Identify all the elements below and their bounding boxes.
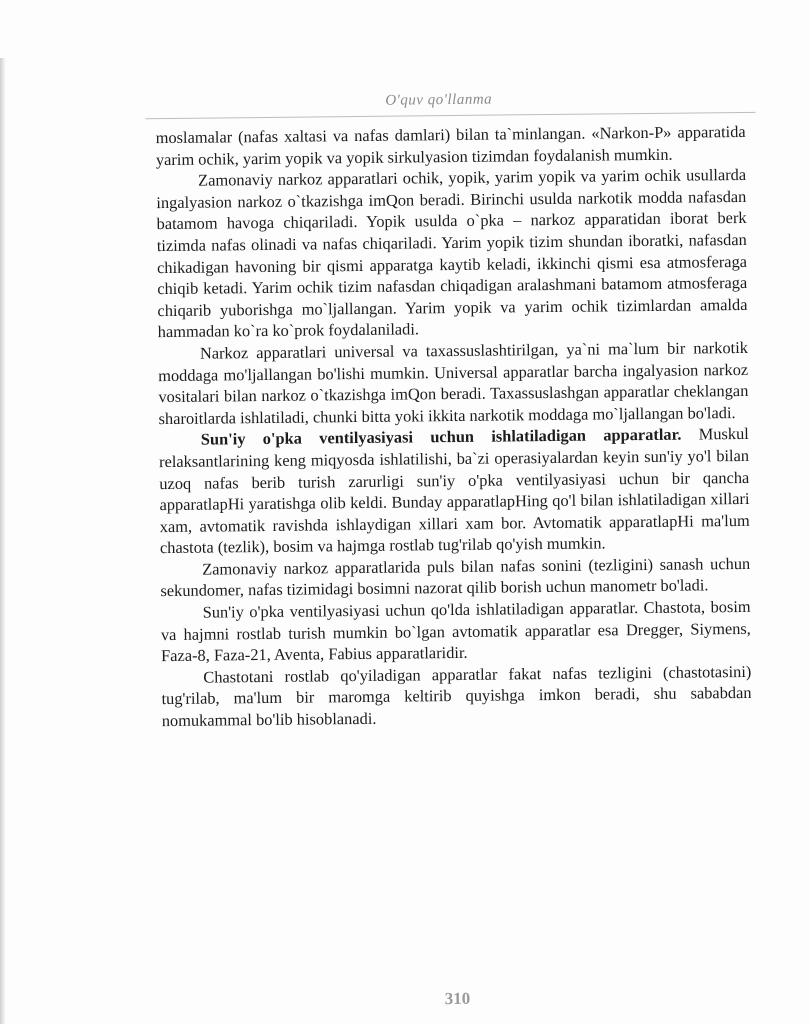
section-heading: Sun'iy o'pka ventilyasiyasi uchun ishlatiladigan apparatlar. — [200, 424, 682, 449]
paragraph-with-heading — [159, 423, 750, 559]
paragraph: Zamonaviy narkoz apparatlari ochik, yopik, yarim yopik va yarim ochik usullarda ingalyasion narkoz o`tkazishga imQon beradi. Birinchi usulda narkotik modda nafasdan batamom havoga chiqariladi. Yopik usulda o`pka – narkoz apparatidan iborat berk tizimda nafas olinadi va nafas chiqariladi. Yarim yopik tizim shundan iboratki, nafasdan chikadigan havoning bir qismi apparatga kaytib keladi, ikkinchi qismi esa atmosferaga chiqib ketadi. Yarim ochik tizim nafasdan chiqadigan aralashmani batamom atmosferaga chiqarib yuborishga mo`ljallangan. Yarim yopik va yarim ochik tizimlardan amalda hammadan ko`ra ko`prok foydalaniladi. — [156, 165, 748, 342]
paragraph: moslamalar (nafas xaltasi va nafas damlari) bilan ta`minlangan. «Narkon-P» apparatida yarim ochik, yarim yopik va yopik sirkulyasion tizimdan foydalanish mumkin. — [155, 121, 746, 169]
paragraph-text: Muskul relaksantlarining keng miqyosda ishlatilishi, ba`zi operasiyalardan keyin sun'iy yo'l bilan uzoq nafas berib turish zarurligi sun'iy o'pka ventilyasiyasi uchun bir qancha apparatlapHi yaratishga olib keldi. Bunday apparatlapHing qo'l bilan ishlatiladigan xillari xam, avtomatik ravishda ishlaydigan xillari xam bor. Avtomatik apparatlapHi ma'lum chastota (tezlik), bosim va hajmga rostlab tug'rilab qo'yish mumkin. — [158, 424, 750, 558]
running-header: O'quv qo'llanma — [385, 91, 493, 109]
body-text — [156, 121, 752, 732]
page-number: 310 — [444, 988, 471, 1009]
book-page — [145, 81, 765, 1017]
scan-edge-shadow — [0, 58, 6, 1024]
paragraph: Sun'iy o'pka ventilyasiyasi uchun qo'lda ishlatiladigan apparatlar. Chastota, bosim va hajmni rostlab turish mumkin bo`lgan avtomatik apparatlar esa Dregger, Siymens, Faza-8, Faza-21, Aventa, Fabius apparatlaridir. — [160, 596, 751, 666]
paragraph: Zamonaviy narkoz apparatlarida puls bilan nafas sonini (tezligini) sanash uchun sekundomer, nafas tizimidagi bosimni nazorat qilib borish uchun manometr bo'ladi. — [160, 553, 751, 601]
paragraph: Chastotani rostlab qo'yiladigan apparatlar fakat nafas tezligini (chastotasini) tug'rilab, ma'lum bir maromga keltirib quyishga imkon beradi, shu sababdan nomukammal bo'lib hisoblanadi. — [161, 661, 752, 731]
paragraph: Narkoz apparatlari universal va taxassuslashtirilgan, ya`ni ma`lum bir narkotik moddaga mo'ljallangan bo'lishi mumkin. Universal apparatlar barcha ingalyasion narkoz vositalari bilan narkoz o`tkazishga imQon beradi. Taxassuslashgan apparatlar cheklangan sharoitlarda ishlatiladi, chunki bitta yoki ikkita narkotik moddaga mo`ljallangan bo'ladi. — [158, 337, 749, 428]
header-rule — [145, 112, 755, 119]
